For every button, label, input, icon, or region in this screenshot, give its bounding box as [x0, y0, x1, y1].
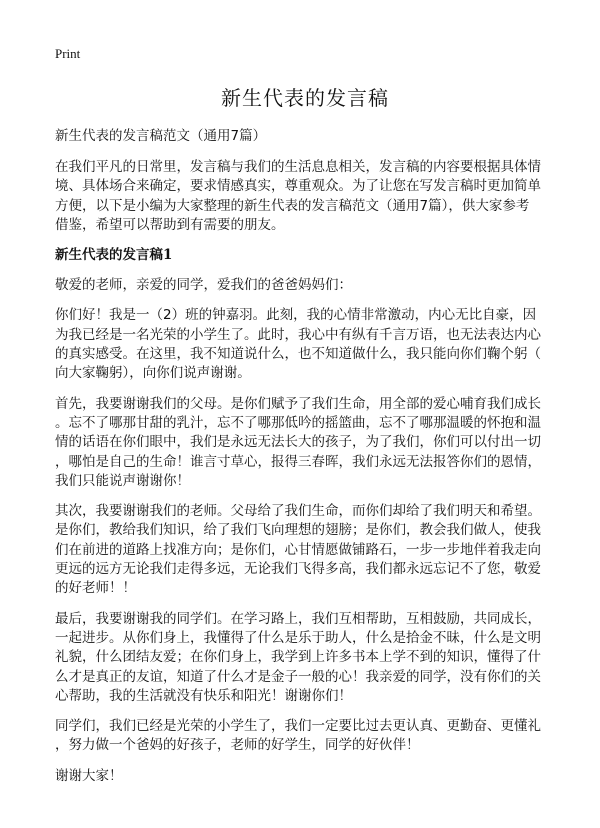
- text-line: 敬爱的老师，亲爱的同学，爱我们的爸爸妈妈们：: [55, 277, 352, 294]
- text-line: 。忘不了哪那甘甜的乳汁，忘不了哪那低吟的摇篮曲，忘不了哪那温暖的怀抱和温: [55, 414, 541, 431]
- speech-paragraph: [55, 306, 555, 383]
- text-line: 同学们，我们已经是光荣的小学生了，我们一定要比过去更认真、更勤奋、更懂礼: [55, 718, 541, 735]
- text-line: 么才是真正的友谊，知道了什么才是金子一般的心！我亲爱的同学，没有你们的关: [55, 668, 541, 685]
- text-line: 谢谢大家！: [55, 767, 123, 784]
- speech-paragraph: [55, 276, 555, 295]
- text-line: 借鉴，希望可以帮助到有需要的朋友。: [55, 216, 285, 233]
- text-line: 为我已经是一名光荣的小学生了。此时，我心中有纵有千言万语，也无法表达内心: [55, 326, 541, 343]
- text-line: 我们只能说声谢谢你！: [55, 472, 190, 489]
- text-line: 境、具体场合来确定，要求情感真实，尊重观众。为了让您在写发言稿时更加简单: [55, 178, 541, 195]
- text-line: 的真实感受。在这里，我不知道说什么，也不知道做什么，我只能向你们鞠个躬（: [55, 346, 541, 363]
- speech-paragraph: [55, 395, 555, 491]
- text-line: 更远的远方无论我们走得多远，无论我们飞得多高，我们都永远忘记不了您，敬爱: [55, 561, 541, 578]
- text-line: 首先，我要谢谢我们的父母。是你们赋予了我们生命，用全部的爱心哺育我们成长: [55, 395, 541, 412]
- text-line: 向大家鞠躬），向你们说声谢谢。: [55, 365, 251, 382]
- text-line: 最后，我要谢谢我的同学们。在学习路上，我们互相帮助，互相鼓励，共同成长，: [55, 610, 541, 627]
- text-line: 方便，以下是小编为大家整理的新生代表的发言稿范文（通用7篇），供大家参考: [55, 197, 530, 214]
- text-line: ，哪怕是自己的生命！谁言寸草心，报得三春晖，我们永远无法报答你们的恩情，: [55, 453, 541, 470]
- text-line: ，努力做一个爸妈的好孩子，老师的好学生，同学的好伙伴！: [55, 737, 420, 754]
- speech-paragraph: [55, 717, 555, 756]
- document-title: 新生代表的发言稿: [221, 86, 389, 110]
- speech-paragraph: [55, 610, 555, 706]
- text-line: 你们好！我是一（2）班的钟嘉羽。此刻，我的心情非常激动，内心无比自豪，因: [55, 307, 537, 324]
- text-line: 们在前进的道路上找准方向；是你们，心甘情愿做铺路石，一步一步地伴着我走向: [55, 541, 541, 558]
- text-line: 一起进步。从你们身上，我懂得了什么是乐于助人，什么是拾金不昧，什么是文明: [55, 629, 541, 646]
- text-line: 心帮助，我的生活就没有快乐和阳光！谢谢你们！: [55, 687, 352, 704]
- speech-paragraph: [55, 767, 555, 786]
- text-line: 其次，我要谢谢我们的老师。父母给了我们生命，而你们却给了我们明天和希望。: [55, 503, 541, 520]
- print-link[interactable]: Print: [55, 46, 81, 61]
- text-line: 在我们平凡的日常里，发言稿与我们的生活息息相关，发言稿的内容要根据具体情: [55, 159, 541, 175]
- text-line: 礼貌，什么团结友爱；在你们身上，我学到上许多书本上学不到的知识，懂得了什: [55, 649, 541, 666]
- document-subtitle: 新生代表的发言稿范文（通用7篇）: [55, 128, 267, 144]
- document-page: [55, 46, 555, 797]
- intro-paragraph: [55, 158, 555, 235]
- speech-paragraph: [55, 502, 555, 598]
- text-line: 情的话语在你们眼中，我们是永远无法长大的孩子，为了我们，你们可以付出一切: [55, 434, 541, 451]
- text-line: 是你们，教给我们知识，给了我们飞向理想的翅膀；是你们，教会我们做人，使我: [55, 522, 541, 539]
- speech-body: [55, 276, 555, 786]
- section-heading: 新生代表的发言稿1: [55, 247, 173, 264]
- text-line: 的好老师！！: [55, 580, 136, 597]
